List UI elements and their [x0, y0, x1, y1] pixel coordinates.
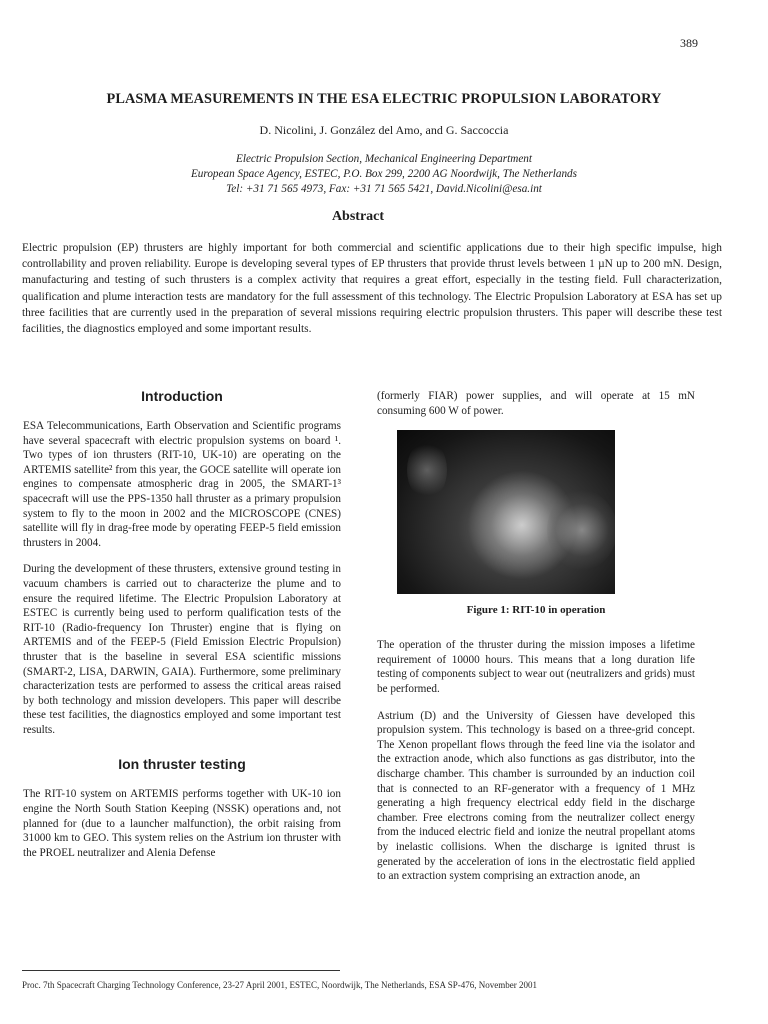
figure-rit10-photo — [397, 430, 615, 594]
left-column — [23, 385, 341, 872]
footer-citation: Proc. 7th Spacecraft Charging Technology Conference, 23-27 April 2001, ESTEC, Noordwijk, The Netherlands, ESA SP-476, November 2001 — [22, 980, 538, 990]
ion-thruster-heading: Ion thruster testing — [118, 756, 246, 773]
abstract-text: Electric propulsion (EP) thrusters are highly important for both commercial and scientific applications due to their high specific impulse, high controllability and proven reliability. Europe is developing several types of EP thrusters that provide thrust levels between 1 µN up to 200 mN. Design, manufacturing and testing of such thrusters is a complex activity that requires a great effort, especially in the testing field. Full characterization, qualification and plume interaction tests are mandatory for the full assessment of this technology. The Electric Propulsion Laboratory at ESA has set up three facilities that are currently used in the preparation of several missions requiring electric propulsion thrusters. This paper will describe these test facilities, the diagnostics employed and some important results. — [22, 242, 722, 336]
introduction-paragraph-2: During the development of these thrusters, extensive ground testing in vacuum chambers is carried out to characterize the plume and to ensure the required lifetime. The Electric Propulsion Laboratory at ESTEC is currently being used to perform qualification tests of the RIT-10 (Radio-frequency Ion Thruster) engine that is flying on ARTEMIS and of the FEEP-5 (Field Emission Electric Propulsion) thruster that is the baseline in several ESA scientific missions (SMART-2, LISA, DARWIN, GAIA). Furthermore, some preliminary characterization tests are performed to assess the critical areas raised by both technology and mission developers. This paper will describe these test facilities, the diagnostics employed and some important test results. — [23, 563, 341, 736]
affiliation-line-2: European Space Agency, ESTEC, P.O. Box 299, 2200 AG Noordwijk, The Netherlands — [190, 168, 578, 180]
introduction-paragraph-1: ESA Telecommunications, Earth Observation and Scientific programs have several spacecraft with electric propulsion systems on board ¹. Two types of ion thrusters (RIT-10, UK-10) are operating on the ARTEMIS satellite² from this year, the GOCE satellite will operate ion engines to compensate atmospheric drag in 2005, the SMART-1³ spacecraft will use the PPS-1350 hall thruster as a primary propulsion system to fly to the moon in 2002 and the MICROSCOPE (CNES) satellite will fly in drag-free mode by operating FEEP-5 field emission thrusters in 2004. — [23, 420, 341, 549]
affiliation-line-1: Electric Propulsion Section, Mechanical Engineering Department — [236, 153, 532, 165]
paper-title: PLASMA MEASUREMENTS IN THE ESA ELECTRIC PROPULSION LABORATORY — [106, 91, 662, 107]
ion-thruster-paragraph-1-continued: (formerly FIAR) power supplies, and will operate at 15 mN consuming 600 W of power. — [377, 390, 695, 417]
cable-highlight — [407, 440, 447, 500]
authors: D. Nicolini, J. González del Amo, and G. Saccoccia — [259, 123, 509, 137]
page-number: 389 — [680, 36, 698, 50]
ion-thruster-paragraph-1: The RIT-10 system on ARTEMIS performs together with UK-10 ion engine the North South Station Keeping (NSSK) operations and, not planned for (due to a launcher malfunction), the orbit raising from 31000 km to GEO. This system relies on the Astrium ion thruster with the PROEL neutralizer and Alenia Defense — [23, 788, 341, 859]
footer-rule — [22, 970, 340, 971]
ion-thruster-paragraph-3: Astrium (D) and the University of Giessen have developed this propulsion system. This technology is based on a three-grid concept. The Xenon propellant flows through the feed line via the isolator and the extraction anode, which also functions as gas distributor, into the discharge chamber. This chamber is surrounded by an induction coil that is connected to an RF-generator with a frequency of 1 MHz generating a high frequency electrical eddy field in the discharge chamber. Free electrons coming from the neutralizer collect energy from the induced electric field and ionize the neutral propellant atoms by inelastic collisions. When the discharge is ignited thrust is generated by the acceleration of ions in the electrostatic field applied to an extraction system comprising an extraction anode, an — [377, 709, 695, 883]
affiliation-line-3: Tel: +31 71 565 4973, Fax: +31 71 565 5421, David.Nicolini@esa.int — [226, 183, 542, 195]
thruster-body — [547, 490, 615, 570]
ion-thruster-paragraph-2: The operation of the thruster during the mission imposes a lifetime requirement of 10000 hours. This means that a long duration life testing of components subject to wear out (neutralizers and grids) must be performed. — [377, 639, 695, 695]
figure-caption: Figure 1: RIT-10 in operation — [466, 604, 606, 617]
right-column — [377, 385, 695, 896]
introduction-heading: Introduction — [141, 388, 223, 404]
abstract-heading: Abstract — [331, 209, 385, 224]
